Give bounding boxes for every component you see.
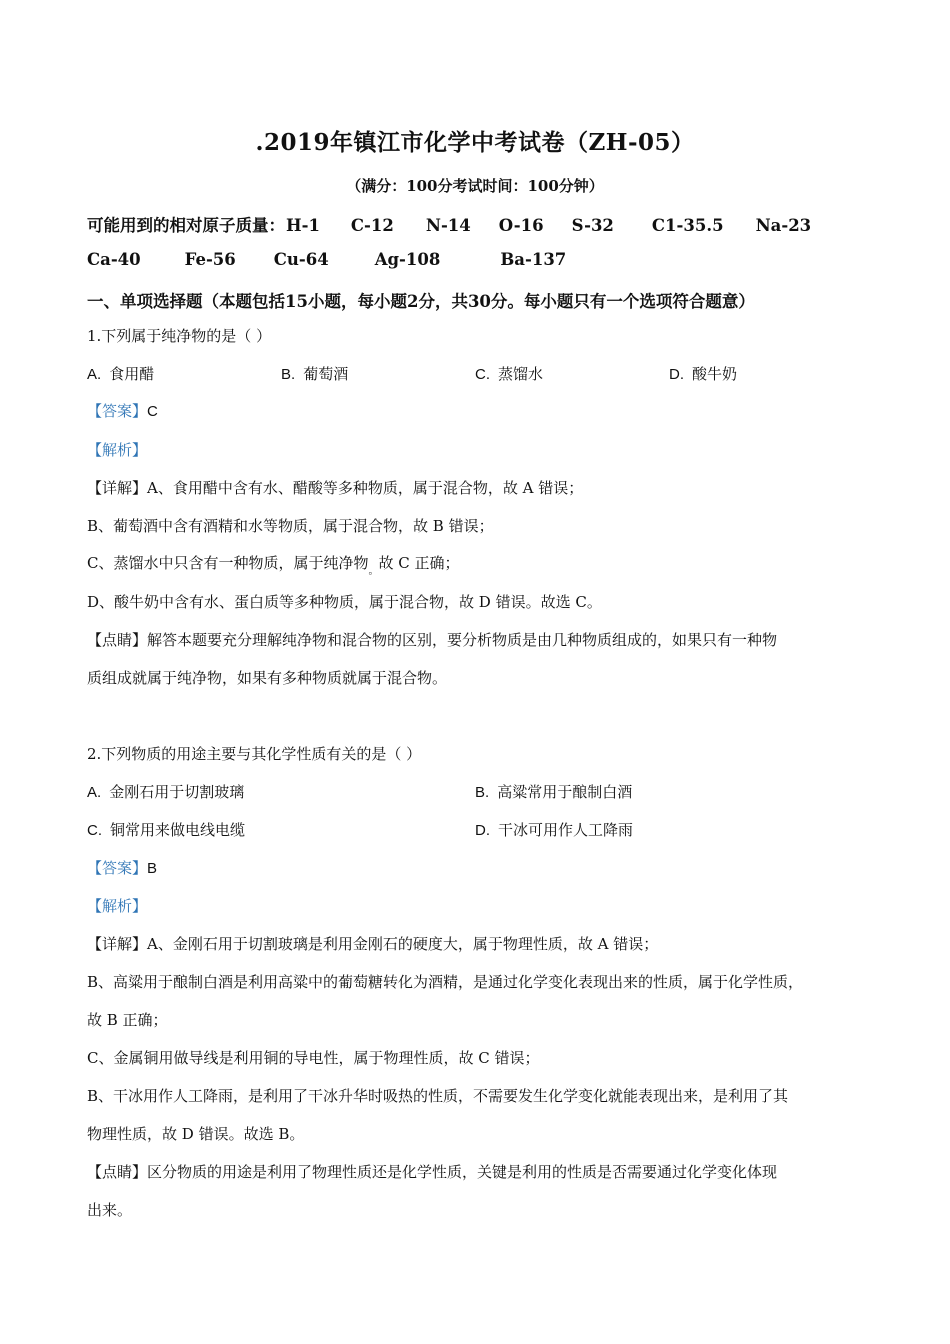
question-2-detail-line-1: 【详解】A、金刚石用于切割玻璃是利用金刚石的硬度大，属于物理性质，故 A 错误； bbox=[87, 935, 659, 953]
question-1-analysis-tag: 【解析】 bbox=[87, 441, 148, 459]
mass-cl: C1-35.5 bbox=[651, 216, 724, 235]
question-2-comment-line-2: 出来。 bbox=[87, 1201, 133, 1219]
question-2-comment-line-1: 【点睛】区分物质的用途是利用了物理性质还是化学性质，关键是利用的性质是否需要通过化学变化体现 bbox=[87, 1163, 778, 1181]
answer-value: C bbox=[147, 403, 158, 420]
question-1-detail-line-1: 【详解】A、食用醋中含有水、醋酸等多种物质，属于混合物，故 A 错误； bbox=[87, 479, 584, 497]
question-2-option-b: B. 高粱常用于酿制白酒 bbox=[475, 783, 633, 801]
mass-c: C-12 bbox=[350, 216, 394, 235]
mass-ca: Ca-40 bbox=[87, 250, 141, 269]
question-2-detail-line-4: C、金属铜用做导线是利用铜的导电性，属于物理性质，故 C 错误； bbox=[87, 1049, 540, 1067]
question-2-stem: 2.下列物质的用途主要与其化学性质有关的是（ ） bbox=[87, 745, 422, 763]
question-1-stem: 1.下列属于纯净物的是（ ） bbox=[87, 327, 272, 345]
question-1-detail-line-4: D、酸牛奶中含有水、蛋白质等多种物质，属于混合物，故 D 错误。故选 C。 bbox=[87, 593, 602, 611]
section-heading: 一、单项选择题（本题包括15小题，每小题2分，共30分。每小题只有一个选项符合题意） bbox=[87, 292, 755, 311]
comment-tag: 【点睛】 bbox=[87, 631, 148, 649]
question-2-analysis-tag: 【解析】 bbox=[87, 897, 148, 915]
mass-ag: Ag-108 bbox=[374, 250, 441, 269]
question-2-option-a: A. 金刚石用于切割玻璃 bbox=[87, 783, 245, 801]
question-2-answer: 【答案】B bbox=[87, 859, 158, 877]
atomic-masses-label: 可能用到的相对原子质量： bbox=[87, 216, 285, 235]
question-1-detail-line-2: B、葡萄酒中含有酒精和水等物质，属于混合物，故 B 错误； bbox=[87, 517, 494, 535]
question-1-answer bbox=[87, 401, 158, 422]
question-1-option-b: B. 葡萄酒 bbox=[281, 365, 349, 383]
mass-h: H-1 bbox=[286, 216, 320, 235]
question-1-option-d: D. 酸牛奶 bbox=[669, 365, 738, 383]
question-2-detail-line-6: 物理性质，故 D 错误。故选 B。 bbox=[87, 1125, 305, 1143]
question-2-option-c: C. 铜常用来做电线电缆 bbox=[87, 821, 246, 839]
question-2-detail-line-3: 故 B 正确； bbox=[87, 1011, 168, 1029]
mass-fe: Fe-56 bbox=[184, 250, 236, 269]
detail-tag: 【详解】 bbox=[87, 479, 148, 497]
question-1-option-a: A. 食用醋 bbox=[87, 365, 155, 383]
page-title: .2019年镇江市化学中考试卷（ZH-05） bbox=[255, 129, 695, 156]
mass-cu: Cu-64 bbox=[273, 250, 329, 269]
mass-ba: Ba-137 bbox=[500, 250, 567, 269]
question-1-option-c: C. 蒸馏水 bbox=[475, 365, 544, 383]
question-1-detail-line-3: C、蒸馏水中只含有一种物质，属于纯净物$_。$故 C 正确； bbox=[87, 554, 460, 577]
page-subtitle: （满分：100分考试时间：100分钟） bbox=[346, 177, 604, 195]
atomic-masses-row-2 bbox=[87, 250, 566, 269]
question-2-option-d: D. 干冰可用作人工降雨 bbox=[475, 821, 634, 839]
question-2-detail-line-5: B、干冰用作人工降雨，是利用了干冰升华时吸热的性质，不需要发生化学变化就能表现出来，是利用了其 bbox=[87, 1087, 789, 1105]
mass-na: Na-23 bbox=[755, 216, 812, 235]
mass-o: O-16 bbox=[498, 216, 544, 235]
question-2-detail-line-2: B、高粱用于酿制白酒是利用高粱中的葡萄糖转化为酒精，是通过化学变化表现出来的性质，属于化学性质， bbox=[87, 973, 804, 991]
mass-s: S-32 bbox=[571, 216, 614, 235]
question-1-comment-line-2: 质组成就属于纯净物，如果有多种物质就属于混合物。 bbox=[87, 669, 448, 687]
mass-n: N-14 bbox=[425, 216, 471, 235]
atomic-masses-row-1 bbox=[87, 212, 811, 236]
question-1-comment-line-1: 【点睛】解答本题要充分理解纯净物和混合物的区别，要分析物质是由几种物质组成的，如果只有一种物 bbox=[87, 631, 778, 649]
answer-tag: 【答案】 bbox=[87, 402, 148, 420]
